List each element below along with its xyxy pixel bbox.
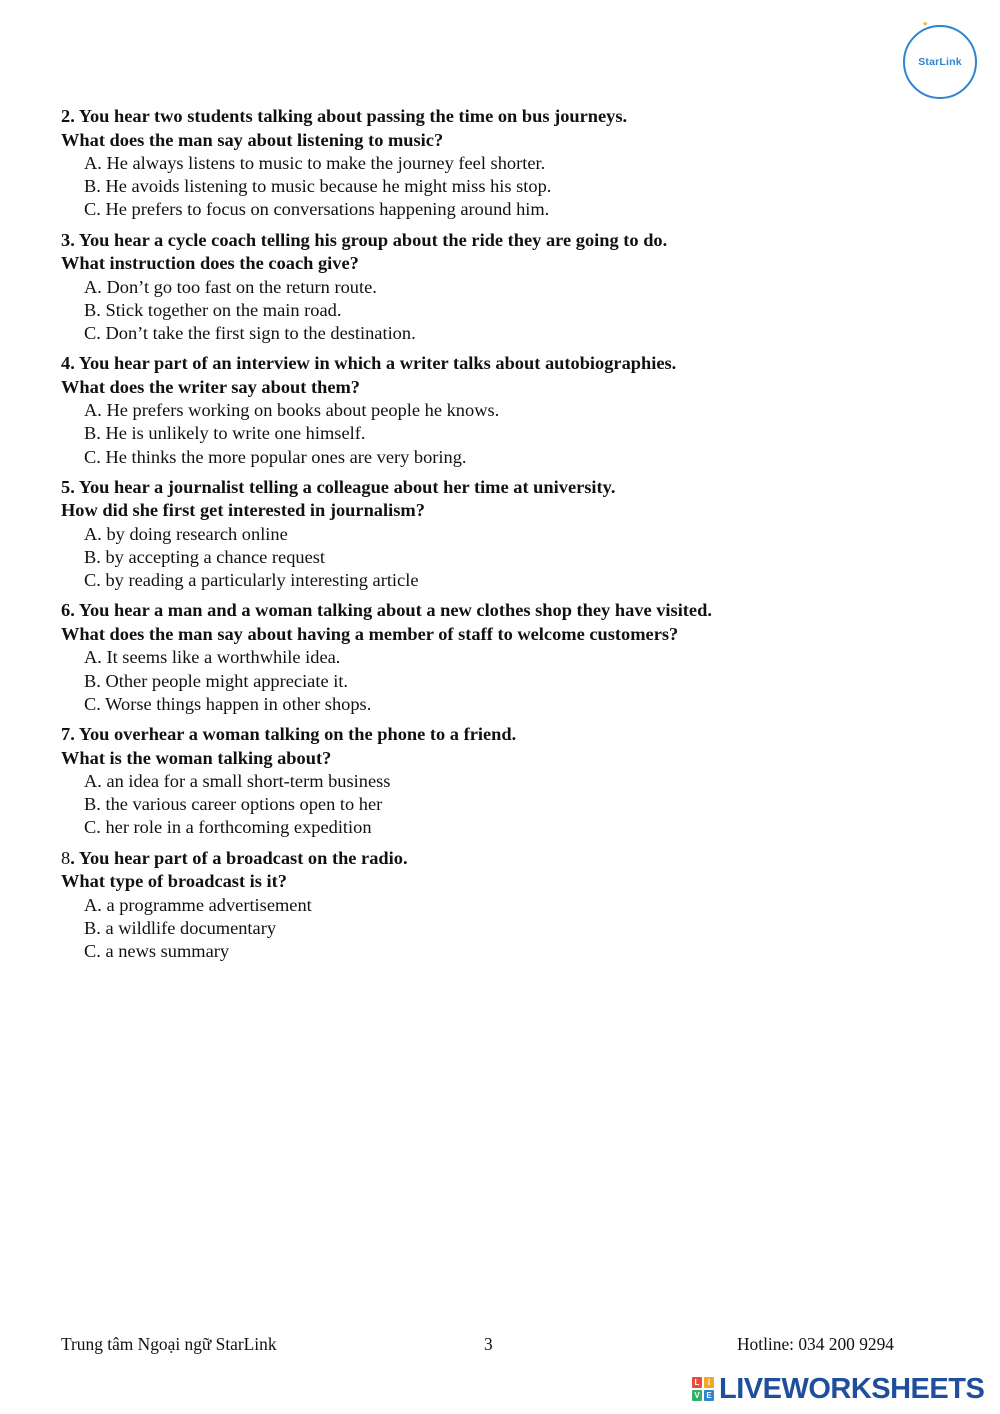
starlink-logo-text: StarLink: [918, 56, 962, 68]
question-stem: What does the man say about listening to music?: [61, 129, 444, 150]
question-stem: What type of broadcast is it?: [61, 871, 287, 892]
option-c: C. Don’t take the first sign to the destination.: [84, 323, 416, 344]
starlink-logo: [903, 20, 977, 99]
liveworksheets-logo-icon: [692, 1377, 714, 1401]
question-3: [61, 229, 961, 346]
option-a: A. It seems like a worthwhile idea.: [84, 647, 341, 668]
option-c: C. her role in a forthcoming expedition: [84, 817, 372, 838]
question-title: 7. You overhear a woman talking on the phone to a friend.: [61, 724, 517, 745]
logo-letter-l: L: [692, 1377, 702, 1388]
question-title: 5. You hear a journalist telling a colleague about her time at university.: [61, 476, 616, 497]
question-title: 4. You hear part of an interview in which a writer talks about autobiographies.: [61, 353, 677, 374]
liveworksheets-text: LIVEWORKSHEETS: [719, 1372, 985, 1405]
option-c: C. by reading a particularly interesting article: [84, 570, 419, 591]
option-c: C. a news summary: [84, 941, 230, 962]
option-a: A. an idea for a small short-term business: [84, 771, 391, 792]
liveworksheets-watermark: [692, 1373, 984, 1405]
question-title: 6. You hear a man and a woman talking about a new clothes shop they have visited.: [61, 600, 712, 621]
question-number: 6: [61, 600, 71, 621]
question-7: [61, 723, 961, 840]
page-number: 3: [484, 1334, 493, 1354]
option-b: B. Other people might appreciate it.: [84, 670, 349, 691]
logo-letter-v: V: [692, 1390, 702, 1401]
question-8: [61, 847, 961, 964]
question-number: 4: [61, 353, 71, 374]
footer-center-name: Trung tâm Ngoại ngữ StarLink: [61, 1334, 277, 1354]
question-4: [61, 352, 961, 469]
question-stem: What does the writer say about them?: [61, 376, 361, 397]
question-stem: What does the man say about having a member of staff to welcome customers?: [61, 623, 679, 644]
option-c: C. He prefers to focus on conversations happening around him.: [84, 199, 550, 220]
question-2: [61, 105, 961, 222]
option-b: B. the various career options open to her: [84, 794, 383, 815]
option-b: B. He is unlikely to write one himself.: [84, 423, 366, 444]
question-number: 5: [61, 476, 71, 497]
option-c: C. He thinks the more popular ones are very boring.: [84, 446, 467, 467]
option-a: A. He always listens to music to make the journey feel shorter.: [84, 153, 546, 173]
option-a: A. a programme advertisement: [84, 894, 312, 915]
option-b: B. by accepting a chance request: [84, 547, 326, 568]
question-number: 8: [61, 847, 71, 868]
option-b: B. a wildlife documentary: [84, 917, 277, 938]
logo-letter-i: I: [704, 1377, 714, 1388]
question-number: 2: [61, 106, 71, 126]
question-title: 3. You hear a cycle coach telling his group about the ride they are going to do.: [61, 229, 668, 250]
question-stem: How did she first get interested in journalism?: [61, 500, 425, 521]
question-stem: What instruction does the coach give?: [61, 253, 359, 274]
question-stem: What is the woman talking about?: [61, 747, 332, 768]
page-footer: [61, 1332, 894, 1356]
question-title: 8. You hear part of a broadcast on the radio.: [61, 847, 408, 868]
footer-hotline: Hotline: 034 200 9294: [737, 1334, 894, 1354]
question-6: [61, 599, 961, 716]
question-title: 2. You hear two students talking about passing the time on bus journeys.: [61, 106, 628, 126]
option-b: B. Stick together on the main road.: [84, 299, 342, 320]
logo-letter-e: E: [704, 1390, 714, 1401]
question-list: [61, 105, 961, 970]
question-number: 7: [61, 724, 71, 745]
option-a: A. by doing research online: [84, 523, 288, 544]
option-b: B. He avoids listening to music because he might miss his stop.: [84, 176, 552, 197]
star-icon: ★: [922, 20, 929, 28]
option-c: C. Worse things happen in other shops.: [84, 693, 372, 714]
option-a: A. He prefers working on books about people he knows.: [84, 400, 500, 421]
question-number: 3: [61, 229, 71, 250]
option-a: A. Don’t go too fast on the return route.: [84, 276, 377, 297]
question-5: [61, 476, 961, 593]
